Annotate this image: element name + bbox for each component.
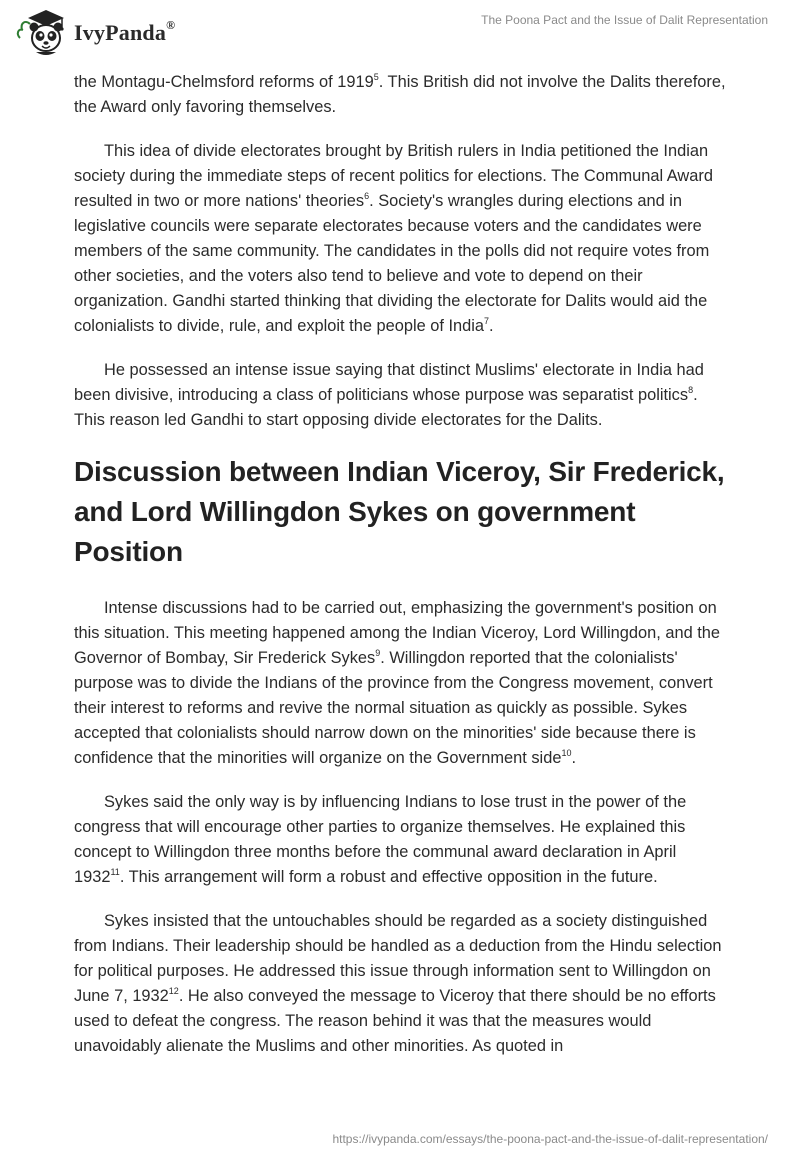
footnote-ref-8[interactable]: 8 [688, 384, 694, 395]
paragraph-2: This idea of divide electorates brought by British rulers in India petitioned the Indian society during the immediate steps of recent politics for elections. The Communal Award resulted in two or more nations' theories$^6$. Society's wrangles during elections and in legislative councils were separate electorates because voters and the candidates were members of the same community. The candidates in the polls did not require votes from other societies, and the voters also tend to believe and vote to depend on their organization. Gandhi started thinking that dividing the electorate for Dalits would aid the colonialists to divide, rule, and exploit the people of India$^7$. [74, 142, 713, 335]
logo-text: IvyPanda® [74, 18, 176, 45]
paragraph-5: Sykes said the only way is by influencing Indians to lose trust in the power of the congress that will encourage other parties to organize themselves. He explained this concept to Willingdon three months before the communal award declaration in April 1932$^{11}$. This arrangement will form a robust and effective opposition in the future. [74, 793, 687, 886]
paragraph-1: the Montagu-Chelmsford reforms of 1919$^5$. This British did not involve the Dalits therefore, the Award only favoring themselves. [74, 71, 726, 116]
paragraph-4: Intense discussions had to be carried out, emphasizing the government's position on this situation. This meeting happened among the Indian Viceroy, Lord Willingdon, and the Governor of Bombay, Sir Frederick Sykes$^9$. Willingdon reported that the colonialists' purpose was to divide the Indians of the province from the Congress movement, convert their interest to reforms and revive the normal situation as quickly as possible. Sykes accepted that colonialists should narrow down on the minorities' side because there is confidence that the minorities will organize on the Government side$^{10}$. [74, 599, 721, 767]
footnote-ref-10[interactable]: 10 [561, 747, 572, 758]
essay-body [74, 70, 726, 1078]
section-heading: Discussion between Indian Viceroy, Sir Frederick, and Lord Willingdon Sykes on government Position [74, 456, 725, 567]
ivypanda-logo[interactable] [14, 8, 224, 58]
page-header [0, 0, 800, 70]
panda-graduate-icon [14, 8, 70, 58]
footnote-ref-7[interactable]: 7 [484, 315, 490, 326]
footnote-ref-5[interactable]: 5 [373, 71, 379, 82]
paragraph-3: He possessed an intense issue saying that distinct Muslims' electorate in India had been divisive, introducing a class of politicians whose purpose was separatist politics$^8$. This reason led Gandhi to start opposing divide electorates for the Dalits. [74, 361, 704, 429]
footnote-ref-12[interactable]: 12 [168, 985, 179, 996]
footnote-ref-9[interactable]: 9 [375, 647, 381, 658]
footnote-ref-6[interactable]: 6 [364, 190, 370, 201]
source-url[interactable]: https://ivypanda.com/essays/the-poona-pact-and-the-issue-of-dalit-representation/ [332, 1132, 768, 1146]
paragraph-6: Sykes insisted that the untouchables should be regarded as a society distinguished from Indians. Their leadership should be handled as a deduction from the Hindu selection for political purposes. He addressed this issue through information sent to Willingdon on June 7, 1932$^{12}$. He also conveyed the message to Viceroy that there should be no efforts used to defeat the congress. The reason behind it was that the measures would unavoidably alienate the Muslims and other minorities. As quoted in [74, 912, 722, 1055]
footnote-ref-11[interactable]: 11 [110, 866, 120, 877]
document-title: The Poona Pact and the Issue of Dalit Representation [481, 13, 768, 27]
